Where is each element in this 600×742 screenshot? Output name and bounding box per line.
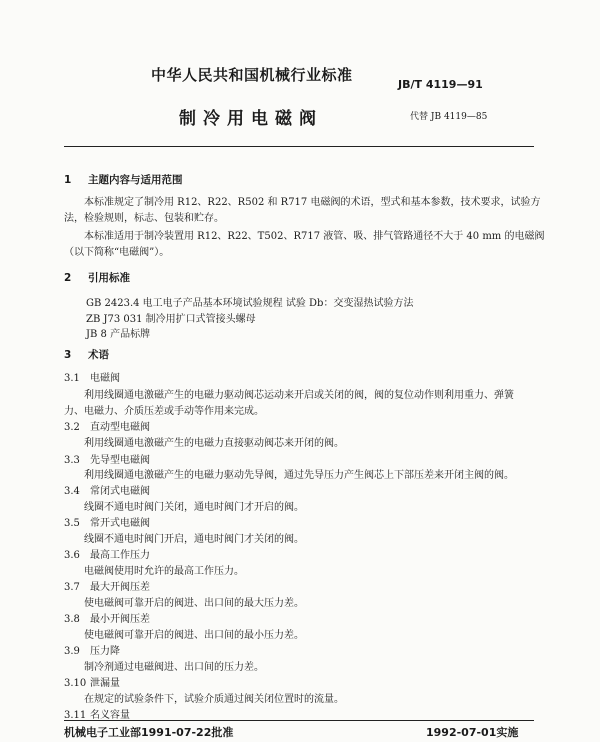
standard-category: 中华人民共和国机械行业标准 — [151, 66, 353, 84]
section-1-heading — [64, 172, 183, 187]
approval-note: 机械电子工业部1991-07-22批准 — [64, 726, 234, 739]
term-name: 直动型电磁阀 — [90, 422, 150, 433]
term-heading — [64, 578, 150, 593]
term-number: 3.2 — [64, 422, 80, 433]
replaces-note: 代替 JB 4119—85 — [410, 112, 488, 122]
term-name: 泄漏量 — [90, 678, 120, 689]
term-number: 3.4 — [64, 486, 80, 497]
footer-divider — [64, 720, 534, 721]
reference-standard: ZB J73 031 制冷用扩口式管接头螺母 — [86, 314, 256, 325]
term-name: 最高工作压力 — [90, 550, 150, 561]
term-heading — [64, 514, 150, 529]
section-1-para-1-line-1: 本标准规定了制冷用 R12、R22、R502 和 R717 电磁阀的术语，型式和基本参数，技术要求，试验方 — [84, 197, 541, 208]
term-definition: 线圈不通电时阀门关闭，通电时阀门才开启的阀。 — [84, 502, 304, 513]
term-heading — [64, 369, 120, 384]
term-name: 压力降 — [90, 646, 120, 657]
term-number: 3.8 — [64, 614, 80, 625]
term-name: 先导型电磁阀 — [90, 455, 150, 466]
section-3-heading — [64, 347, 109, 362]
reference-standard: GB 2423.4 电工电子产品基本环境试验规程 试验 Db：交变湿热试验方法 — [86, 298, 414, 309]
term-definition: 利用线圈通电激磁产生的电磁力驱动先导阀，通过先导压力产生阀芯上下部压差来开闭主阀的阀。 — [84, 470, 514, 481]
term-definition: 利用线圈通电激磁产生的电磁力驱动阀芯运动来开启或关闭的阀，阀的复位动作则利用重力、弹簧 — [84, 390, 514, 401]
term-name: 电磁阀 — [90, 373, 120, 384]
term-name: 最大开阀压差 — [90, 582, 150, 593]
term-definition: 电磁阀使用时允许的最高工作压力。 — [84, 566, 244, 577]
term-definition-cont: 力、电磁力、介质压差或手动等作用来完成。 — [64, 406, 264, 417]
section-1-para-2-line-1: 本标准适用于制冷装置用 R12、R22、T502、R717 液管、吸、排气管路通径不大于 40 mm 的电磁阀 — [84, 231, 545, 242]
term-number: 3.5 — [64, 518, 80, 529]
term-heading — [64, 482, 150, 497]
section-title: 术语 — [88, 349, 109, 361]
term-heading — [64, 418, 150, 433]
section-1-para-1-line-2: 法，检验规则，标志、包装和贮存。 — [64, 213, 224, 224]
term-definition: 利用线圈通电激磁产生的电磁力直接驱动阀芯来开闭的阀。 — [84, 438, 344, 449]
term-number: 3.6 — [64, 550, 80, 561]
term-number: 3.3 — [64, 455, 80, 466]
page-title: 制冷用电磁阀 — [179, 109, 323, 129]
term-definition: 线圈不通电时阀门开启，通电时阀门才关闭的阀。 — [84, 534, 304, 545]
term-number: 3.9 — [64, 646, 80, 657]
term-definition: 使电磁阀可靠开启的阀进、出口间的最小压力差。 — [84, 630, 304, 641]
term-name: 常闭式电磁阀 — [90, 486, 150, 497]
term-heading — [64, 546, 150, 561]
term-definition: 使电磁阀可靠开启的阀进、出口间的最大压力差。 — [84, 598, 304, 609]
term-number: 3.7 — [64, 582, 80, 593]
term-number: 3.1 — [64, 373, 80, 384]
term-heading — [64, 642, 120, 657]
section-title: 主题内容与适用范围 — [88, 174, 183, 186]
reference-standard: JB 8 产品标牌 — [86, 329, 151, 340]
effective-date: 1992-07-01实施 — [426, 726, 519, 739]
term-number: 3.11 — [64, 710, 87, 721]
header-divider — [64, 146, 534, 147]
term-number: 3.10 — [64, 678, 87, 689]
section-number: 3 — [64, 349, 72, 361]
section-1-para-2-line-2: （以下简称“电磁阀”）。 — [64, 247, 170, 258]
section-title: 引用标准 — [88, 272, 130, 284]
term-name: 最小开阀压差 — [90, 614, 150, 625]
section-number: 1 — [64, 174, 72, 186]
term-name: 名义容量 — [90, 710, 130, 721]
term-name: 常开式电磁阀 — [90, 518, 150, 529]
term-heading — [64, 610, 150, 625]
term-heading — [64, 451, 150, 466]
term-heading — [64, 674, 120, 689]
term-definition: 在规定的试验条件下，试验介质通过阀关闭位置时的流量。 — [84, 694, 344, 705]
term-definition: 制冷剂通过电磁阀进、出口间的压力差。 — [84, 662, 264, 673]
term-heading — [64, 706, 130, 721]
standard-code: JB/T 4119—91 — [398, 78, 483, 91]
section-2-heading — [64, 270, 130, 285]
section-number: 2 — [64, 272, 72, 284]
